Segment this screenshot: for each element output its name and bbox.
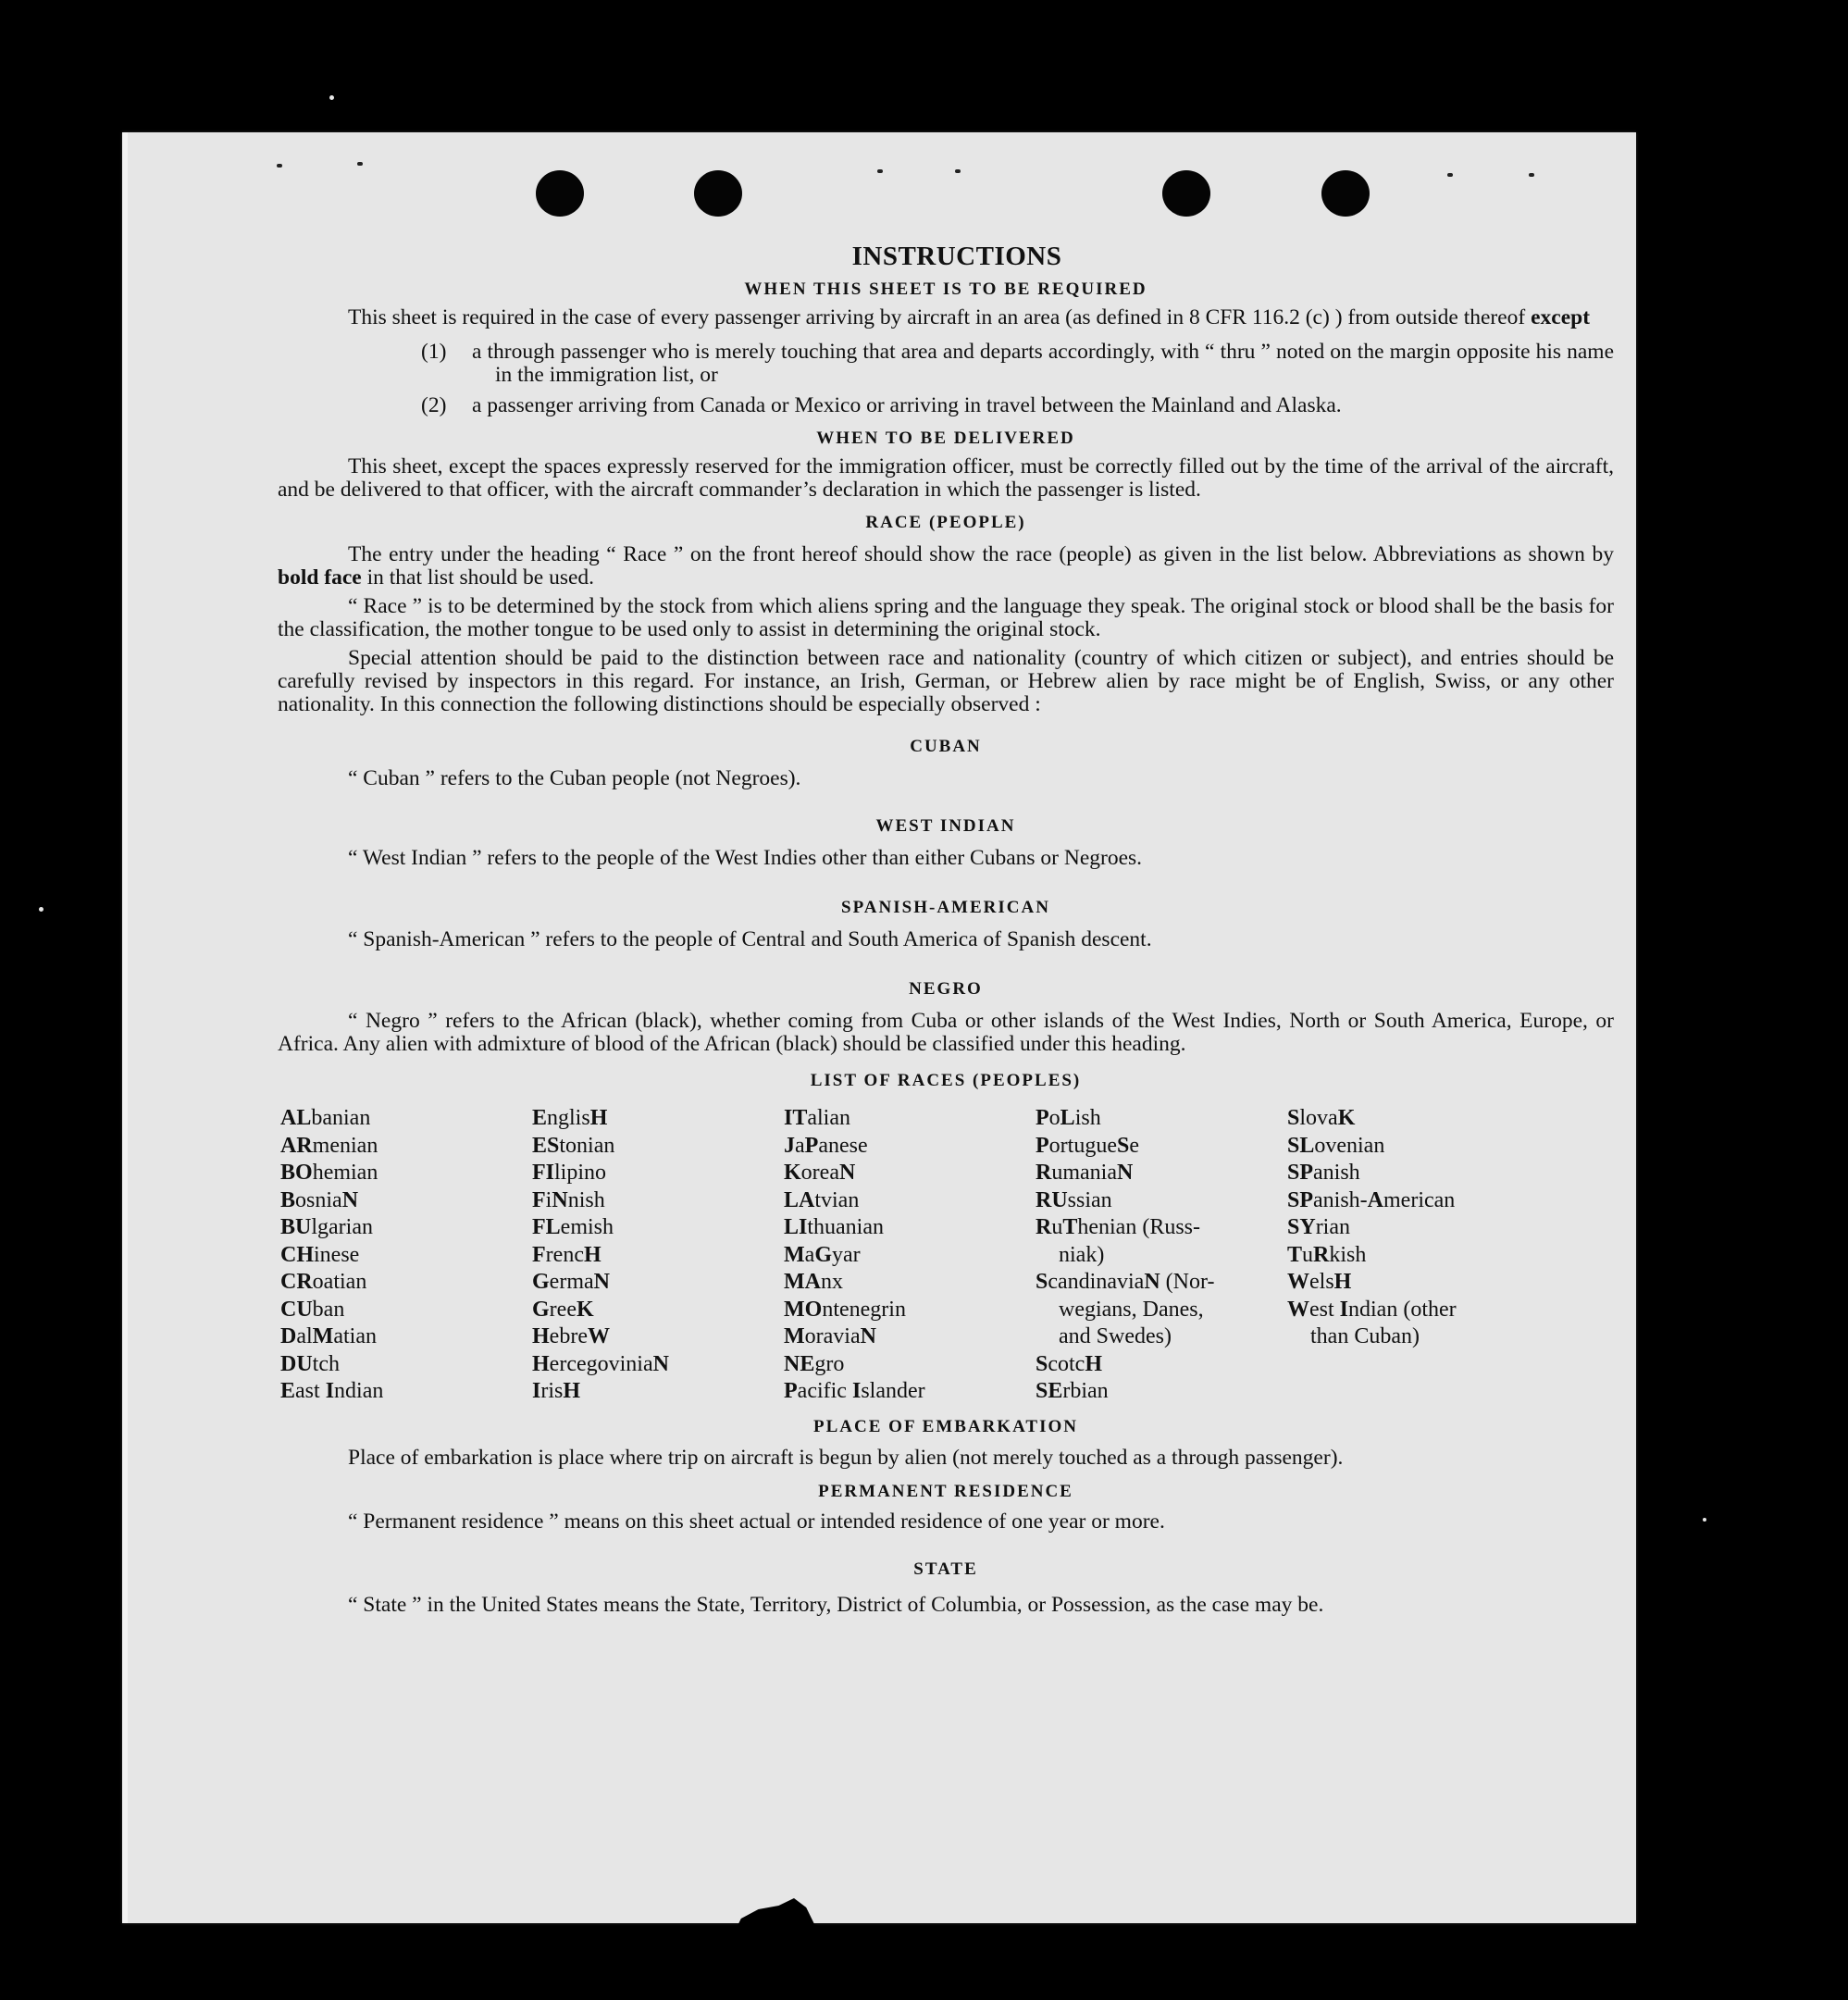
race-entry: ITalian: [784, 1106, 850, 1130]
race-entry: MaGyar: [784, 1242, 861, 1267]
race-entry: FIlipino: [532, 1161, 607, 1185]
race-entry: DalMatian: [280, 1324, 377, 1348]
race-entry: TuRkish: [1287, 1242, 1367, 1267]
race-entry: BosniaN: [280, 1187, 359, 1212]
race-entry: RumaniaN: [1036, 1161, 1134, 1185]
races-column: [1036, 1105, 1287, 1406]
torn-edge: [733, 1898, 835, 1935]
race-paragraph-2: “ Race ” is to be determined by the stock from which aliens spring and the language they speak. The original stock or blood shall be the basis for the classification, the mother tongue to be used only to assist in determining the original stock.: [278, 594, 1614, 641]
race-entry: LAtvian: [784, 1187, 860, 1212]
race-entry: PoLish: [1036, 1106, 1101, 1130]
race-entry: GermaN: [532, 1270, 610, 1294]
race-entry: Pacific Islander: [784, 1379, 925, 1403]
section-heading-race: RACE (PEOPLE): [865, 513, 1026, 532]
section-heading-state: STATE: [913, 1559, 978, 1579]
races-column: [1287, 1105, 1565, 1406]
speck: [1447, 173, 1453, 177]
speck: [877, 169, 883, 173]
list-item: [421, 341, 1614, 387]
instruction-sheet: [122, 132, 1636, 1923]
required-intro-except: except: [1531, 305, 1591, 329]
item-text: a through passenger who is merely touching that area and departs accordingly, with “ thru ” noted on the margin opposite his name in the immigration list, or: [472, 340, 1614, 387]
section-heading-west-indian: WEST INDIAN: [875, 816, 1016, 836]
race-entry: HercegoviniaN: [532, 1351, 669, 1376]
negro-text: “ Negro ” refers to the African (black), whether coming from Cuba or other islands of the West Indies, North or South America, Europe, or Africa. Any alien with admixture of blood of the African (black) should be classified under this heading.: [278, 1009, 1614, 1056]
west-indian-text: “ West Indian ” refers to the people of the West Indies other than either Cubans or Negroes.: [348, 846, 1143, 870]
punch-hole: [536, 170, 584, 217]
race-entry: WelsH: [1287, 1270, 1352, 1294]
race-entry: KoreaN: [784, 1161, 856, 1185]
races-column: [280, 1105, 532, 1406]
race-p1-text: The entry under the heading “ Race ” on the front hereof should show the race (people) as given in the list below. Abbreviations as shown by: [348, 542, 1614, 566]
punch-hole: [694, 170, 742, 217]
race-paragraph-1: [278, 543, 1614, 590]
race-entry: FiNnish: [532, 1187, 605, 1212]
race-entry: EnglisH: [532, 1106, 608, 1130]
page-title: INSTRUCTIONS: [851, 242, 1062, 271]
section-heading-residence: PERMANENT RESIDENCE: [818, 1481, 1073, 1501]
section-heading-cuban: CUBAN: [910, 737, 982, 756]
section-heading-required: WHEN THIS SHEET IS TO BE REQUIRED: [744, 280, 1147, 299]
race-entry: EStonian: [532, 1133, 615, 1158]
race-entry: West Indian (other than Cuban): [1287, 1297, 1457, 1348]
race-entry: LIthuanian: [784, 1215, 884, 1239]
speck: [1703, 1518, 1706, 1522]
race-entry: ScandinaviaN (Nor- wegians, Danes, and Swedes): [1036, 1270, 1215, 1348]
race-entry: PortugueSe: [1036, 1133, 1139, 1158]
race-entry: JaPanese: [784, 1133, 868, 1158]
speck: [277, 164, 282, 168]
section-heading-embarkation: PLACE OF EMBARKATION: [813, 1416, 1078, 1436]
state-text: “ State ” in the United States means the State, Territory, District of Columbia, or Possession, as the case may be.: [348, 1592, 1324, 1617]
race-paragraph-3: Special attention should be paid to the distinction between race and nationality (country of which citizen or subject), and entries should be carefully revised by inspectors in this regard. For instance, an Irish, German, or Hebrew alien by race might be of English, Swiss, or any other nationality. In this connection the following distinctions should be especially observed :: [278, 646, 1614, 716]
race-entry: ScotcH: [1036, 1351, 1103, 1376]
item-number: (2): [421, 393, 447, 417]
races-column: [784, 1105, 1036, 1406]
race-entry: CUban: [280, 1297, 345, 1322]
race-entry: GreeK: [532, 1297, 594, 1322]
race-entry: MAnx: [784, 1270, 843, 1294]
race-entry: CRoatian: [280, 1270, 367, 1294]
races-list: [280, 1105, 1614, 1406]
section-heading-spanish-american: SPANISH-AMERICAN: [841, 898, 1050, 917]
race-entry: BUlgarian: [280, 1215, 373, 1239]
section-heading-delivered: WHEN TO BE DELIVERED: [816, 429, 1075, 448]
race-entry: SPanish: [1287, 1161, 1360, 1185]
race-entry: DUtch: [280, 1351, 340, 1376]
races-column: [532, 1105, 784, 1406]
race-p1-text-end: in that list should be used.: [366, 565, 595, 590]
race-entry: East Indian: [280, 1379, 384, 1403]
race-entry: MOntenegrin: [784, 1297, 906, 1322]
speck: [955, 169, 961, 173]
speck: [39, 907, 43, 912]
item-text: a passenger arriving from Canada or Mexico or arriving in travel between the Mainland and Alaska.: [472, 393, 1342, 417]
race-entry: HebreW: [532, 1324, 610, 1348]
list-item: [421, 394, 1614, 417]
race-entry: CHinese: [280, 1242, 360, 1267]
race-entry: IrisH: [532, 1379, 581, 1403]
spanish-american-text: “ Spanish-American ” refers to the people of Central and South America of Spanish descent.: [348, 927, 1152, 951]
race-entry: ALbanian: [280, 1106, 371, 1130]
item-number: (1): [421, 340, 447, 364]
race-entry: RUssian: [1036, 1187, 1112, 1212]
race-entry: SlovaK: [1287, 1106, 1356, 1130]
race-entry: SPanish-American: [1287, 1187, 1456, 1212]
sheet-edge: [122, 132, 128, 1923]
embarkation-text: Place of embarkation is place where trip on aircraft is begun by alien (not merely touched as a through passenger).: [348, 1445, 1344, 1470]
delivered-text: This sheet, except the spaces expressly reserved for the immigration officer, must be correctly filled out by the time of the arrival of the aircraft, and be delivered to that officer, with the aircraft commander’s declaration in which the passenger is listed.: [278, 454, 1614, 502]
speck: [1529, 173, 1534, 177]
race-entry: MoraviaN: [784, 1324, 876, 1348]
race-entry: ARmenian: [280, 1133, 378, 1158]
residence-text: “ Permanent residence ” means on this sheet actual or intended residence of one year or more.: [348, 1509, 1165, 1534]
instructions-content: [278, 242, 1614, 1620]
punch-hole: [1321, 170, 1370, 217]
race-p1-bold: bold face: [278, 565, 362, 590]
race-entry: RuThenian (Russ- niak): [1036, 1215, 1201, 1267]
race-entry: SLovenian: [1287, 1133, 1385, 1158]
race-entry: SYrian: [1287, 1215, 1350, 1239]
race-entry: SErbian: [1036, 1379, 1109, 1403]
speck: [357, 162, 363, 166]
section-heading-races-list: LIST OF RACES (PEOPLES): [810, 1071, 1082, 1090]
cuban-text: “ Cuban ” refers to the Cuban people (not Negroes).: [348, 766, 801, 790]
race-entry: NEgro: [784, 1351, 845, 1376]
required-intro-text: This sheet is required in the case of every passenger arriving by aircraft in an area (as defined in 8 CFR 116.2 (c) ) from outside thereof: [348, 305, 1526, 329]
race-entry: FrencH: [532, 1242, 602, 1267]
race-entry: BOhemian: [280, 1161, 378, 1185]
race-entry: FLemish: [532, 1215, 614, 1239]
required-intro: [278, 306, 1614, 329]
section-heading-negro: NEGRO: [909, 979, 983, 999]
speck: [329, 95, 334, 100]
punch-hole: [1162, 170, 1210, 217]
